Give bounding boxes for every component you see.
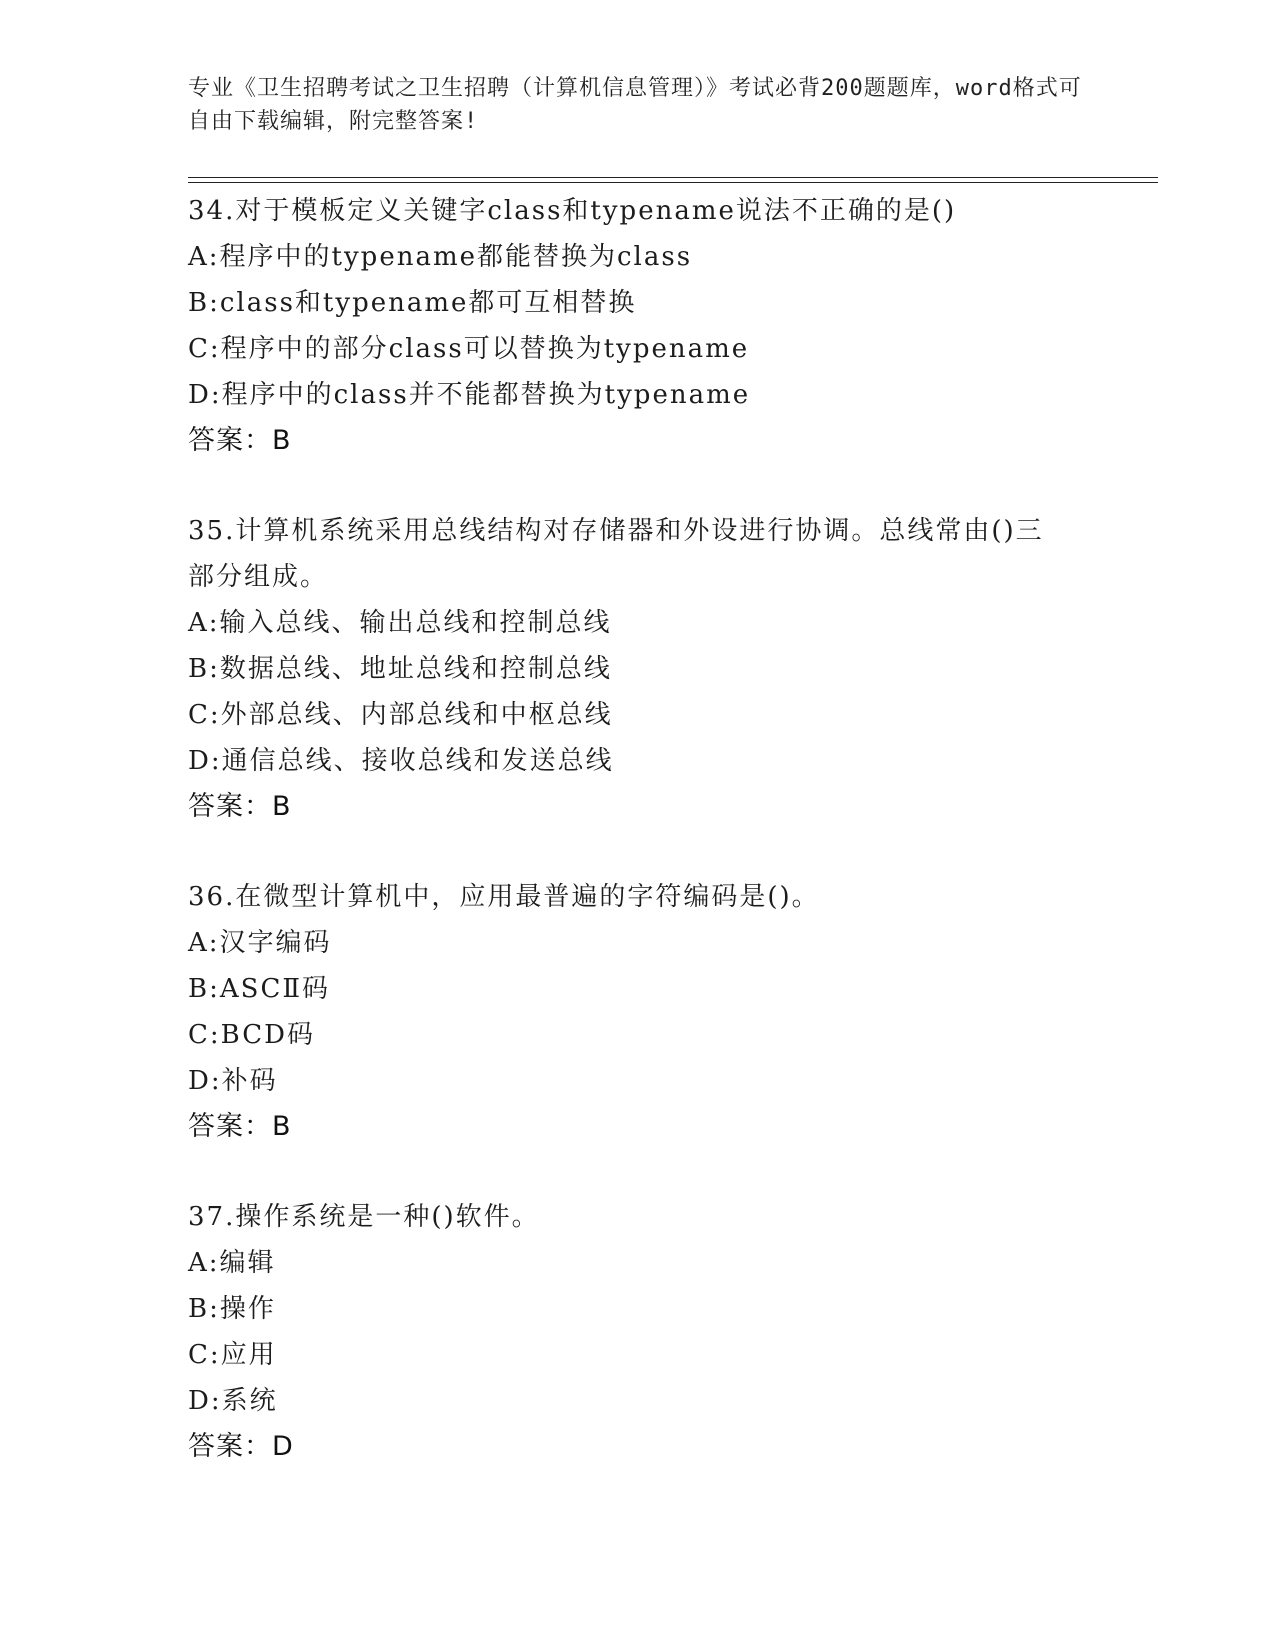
option-d: D:补码 bbox=[188, 1066, 278, 1096]
option-b: B:ASCⅡ码 bbox=[188, 974, 331, 1004]
answer-label: 答案：B bbox=[188, 425, 292, 456]
answer-label: 答案：B bbox=[188, 1111, 292, 1142]
option-a: A:编辑 bbox=[188, 1248, 276, 1278]
option-b: B:操作 bbox=[188, 1294, 276, 1324]
option-d: D:通信总线、接收总线和发送总线 bbox=[188, 746, 614, 776]
question-34 bbox=[188, 188, 1088, 464]
question-35 bbox=[188, 508, 1088, 830]
header-rule-bottom bbox=[188, 182, 1158, 183]
option-a: A:汉字编码 bbox=[188, 928, 332, 958]
question-36 bbox=[188, 874, 1088, 1150]
question-stem: 36.在微型计算机中，应用最普遍的字符编码是()。 bbox=[188, 882, 820, 912]
option-c: C:程序中的部分class可以替换为typename bbox=[188, 334, 750, 364]
option-b: B:class和typename都可互相替换 bbox=[188, 288, 637, 318]
question-stem: 37.操作系统是一种()软件。 bbox=[188, 1202, 540, 1232]
option-d: D:系统 bbox=[188, 1386, 278, 1416]
header-rule-top bbox=[188, 177, 1158, 178]
answer-label: 答案：B bbox=[188, 791, 292, 822]
document-header: 专业《卫生招聘考试之卫生招聘（计算机信息管理）》考试必背200题题库，word格式可自由下载编辑，附完整答案! bbox=[188, 76, 1082, 134]
option-c: C:应用 bbox=[188, 1340, 277, 1370]
option-c: C:BCD码 bbox=[188, 1020, 315, 1050]
option-a: A:程序中的typename都能替换为class bbox=[188, 242, 693, 272]
option-c: C:外部总线、内部总线和中枢总线 bbox=[188, 700, 613, 730]
option-b: B:数据总线、地址总线和控制总线 bbox=[188, 654, 612, 684]
question-stem: 35.计算机系统采用总线结构对存储器和外设进行协调。总线常由()三部分组成。 bbox=[188, 516, 1044, 592]
option-a: A:输入总线、输出总线和控制总线 bbox=[188, 608, 612, 638]
question-37 bbox=[188, 1194, 1088, 1470]
option-d: D:程序中的class并不能都替换为typename bbox=[188, 380, 751, 410]
answer-label: 答案：D bbox=[188, 1431, 294, 1462]
question-list bbox=[188, 188, 1088, 1514]
question-stem: 34.对于模板定义关键字class和typename说法不正确的是() bbox=[188, 196, 957, 226]
